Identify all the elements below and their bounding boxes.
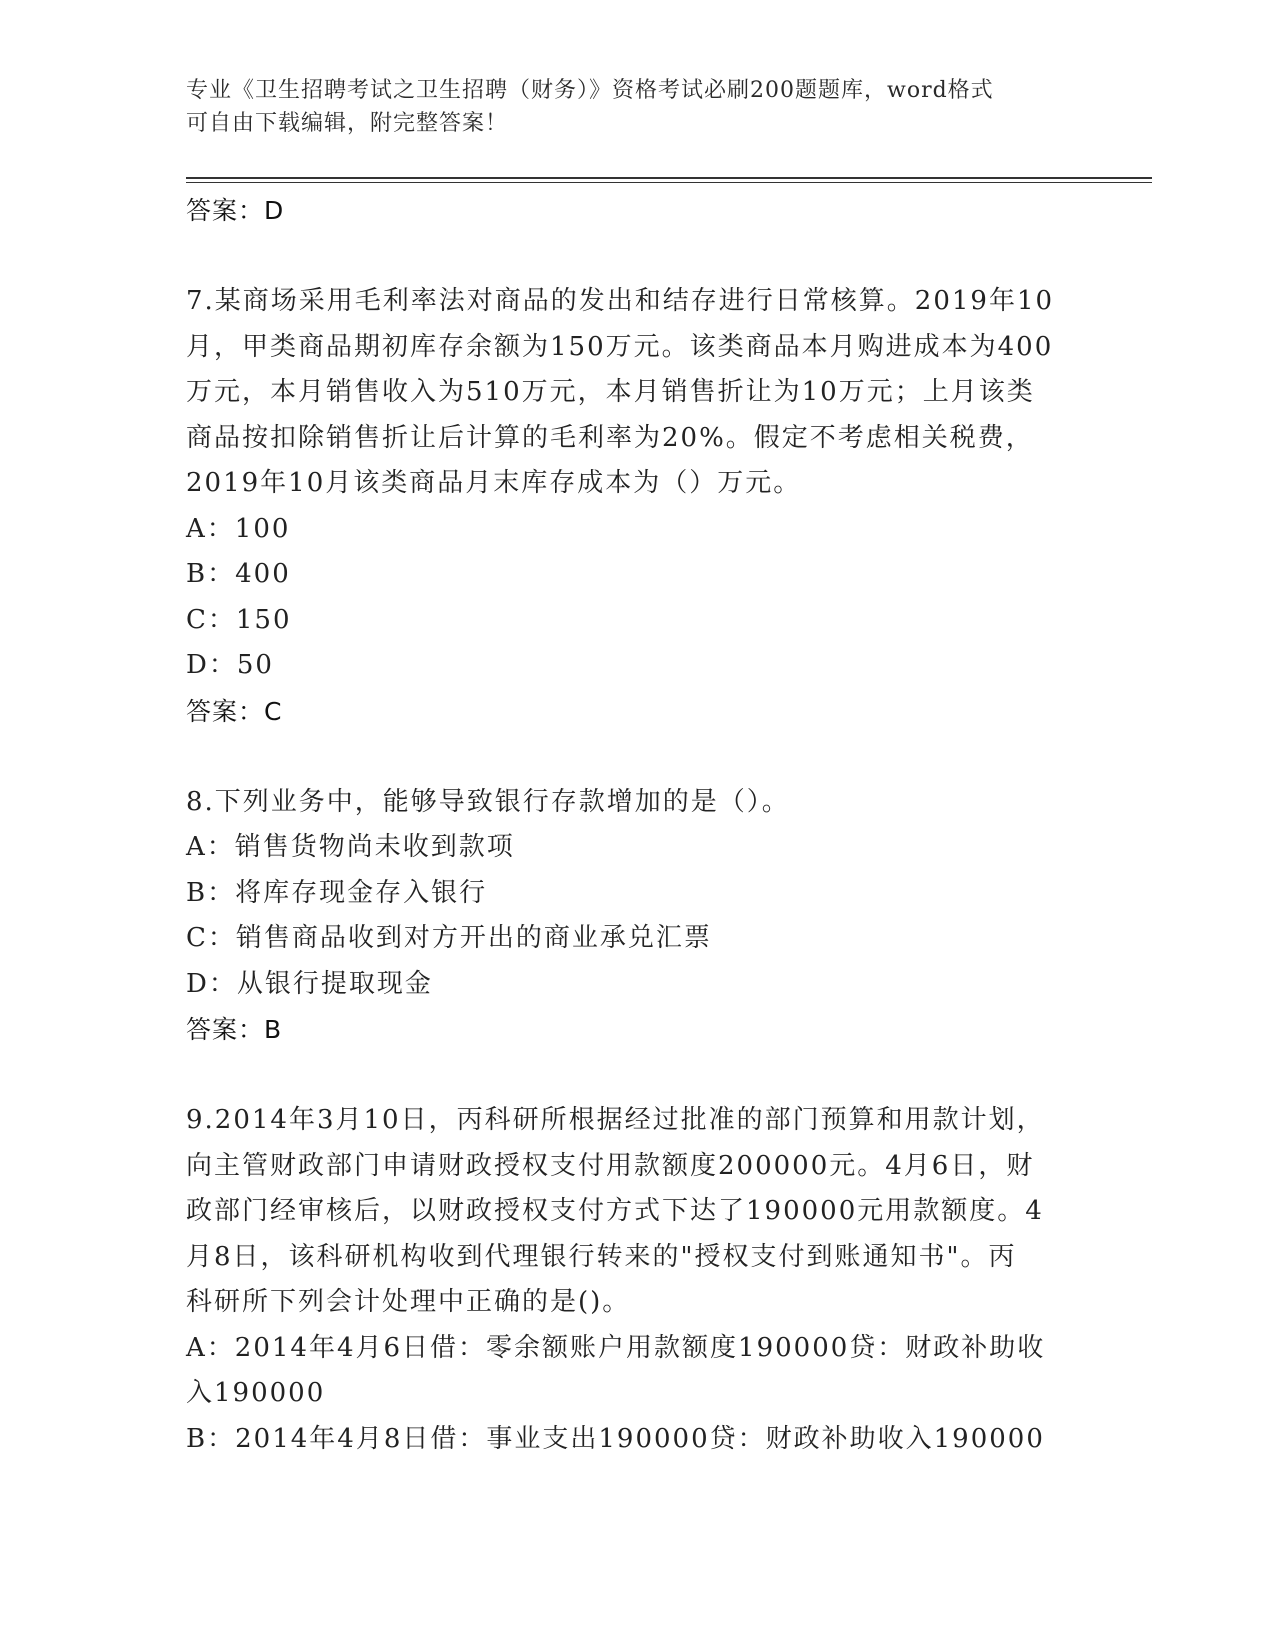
question-text-line: 9.2014年3月10日，丙科研所根据经过批准的部门预算和用款计划， (186, 1105, 1045, 1135)
spacer (186, 234, 1086, 280)
question-text-line: 8.下列业务中，能够导致银行存款增加的是（）。 (186, 786, 790, 817)
question-text-line: 向主管财政部门申请财政授权支付用款额度200000元。4月6日，财 (186, 1150, 1035, 1181)
header-line-2: 可自由下载编辑，附完整答案！ (186, 111, 509, 136)
question-text-line: 7.某商场采用毛利率法对商品的发出和结存进行日常核算。2019年10 (186, 286, 1055, 316)
option-a: A：100 (186, 513, 291, 544)
option-a: A：销售货物尚未收到款项 (186, 832, 515, 862)
question-text-line: 月8日，该科研机构收到代理银行转来的"授权支付到账通知书"。丙 (186, 1241, 1017, 1272)
question-8 (186, 780, 1086, 1053)
option-a-continued: 入190000 (186, 1378, 326, 1408)
document-body (186, 188, 1086, 1462)
header-rule-thin (186, 182, 1152, 183)
question-text-line: 政部门经审核后，以财政授权支付方式下达了190000元用款额度。4 (186, 1196, 1044, 1226)
question-text-line: 万元，本月销售收入为510万元，本月销售折让为10万元；上月该类 (186, 377, 1035, 407)
header-line-1: 专业《卫生招聘考试之卫生招聘（财务）》资格考试必刷200题题库，word格式 (186, 78, 994, 103)
answer-line: 答案：B (186, 1015, 283, 1044)
option-d: D：50 (186, 650, 274, 680)
document-header (186, 74, 1066, 140)
question-text-line: 月，甲类商品期初库存余额为150万元。该类商品本月购进成本为400 (186, 331, 1054, 362)
header-rule-thick (186, 177, 1152, 179)
question-9 (186, 1098, 1086, 1462)
option-c: C：销售商品收到对方开出的商业承兑汇票 (186, 923, 712, 953)
previous-answer: 答案：D (186, 196, 285, 225)
question-text-line: 科研所下列会计处理中正确的是()。 (186, 1287, 631, 1317)
answer-line: 答案：C (186, 696, 283, 726)
question-text-line: 2019年10月该类商品月末库存成本为（）万元。 (186, 468, 802, 498)
question-7 (186, 279, 1086, 734)
option-c: C：150 (186, 604, 292, 635)
option-d: D：从银行提取现金 (186, 968, 433, 999)
spacer (186, 1053, 1086, 1099)
spacer (186, 734, 1086, 780)
option-b: B：将库存现金存入银行 (186, 877, 488, 908)
question-text-line: 商品按扣除销售折让后计算的毛利率为20%。假定不考虑相关税费， (186, 422, 1034, 453)
option-b: B：2014年4月8日借：事业支出190000贷：财政补助收入190000 (186, 1423, 1045, 1454)
option-b: B：400 (186, 559, 291, 589)
option-a: A：2014年4月6日借：零余额账户用款额度190000贷：财政补助收 (186, 1332, 1046, 1363)
